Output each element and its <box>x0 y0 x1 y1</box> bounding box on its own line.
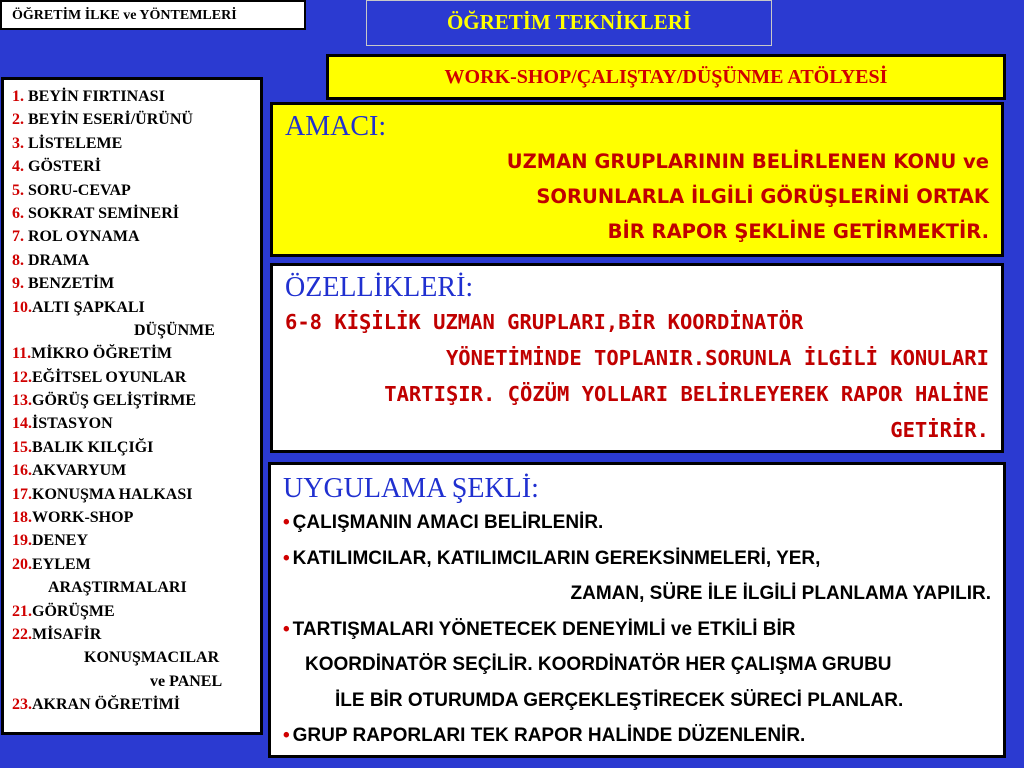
list-item: 10.ALTI ŞAPKALI <box>12 298 145 316</box>
list-item: 14.İSTASYON <box>12 415 113 433</box>
list-item: 17.KONUŞMA HALKASI <box>12 485 193 503</box>
list-item-continuation: KOORDİNATÖR SEÇİLİR. KOORDİNATÖR HER ÇALIŞMA GRUBU <box>305 654 892 675</box>
features-panel <box>270 263 1004 453</box>
list-item: 22.MİSAFİR <box>12 625 102 643</box>
bullet-icon: • <box>283 547 290 569</box>
list-item: 11.MİKRO ÖĞRETİM <box>12 345 173 363</box>
list-item: 8. DRAMA <box>12 251 90 269</box>
list-item-continuation: İLE BİR OTURUMDA GERÇEKLEŞTİRECEK SÜRECİ PLANLAR. <box>335 689 904 711</box>
list-item: 7. ROL OYNAMA <box>12 228 140 246</box>
method-heading: UYGULAMA ŞEKLİ: <box>283 473 539 504</box>
list-item: 2. BEYİN ESERİ/ÜRÜNÜ <box>12 111 193 129</box>
list-item-continuation: DÜŞÜNME <box>134 321 215 339</box>
features-text: 6-8 KİŞİLİK UZMAN GRUPLARI,BİR KOORDİNATÖR YÖNETİMİNDE TOPLANIR.SORUNLA İLGİLİ KONULARI TARTIŞIR. ÇÖZÜM YOLLARI BELİRLEYEREK RAPOR HALİNE GETİRİR. <box>285 310 989 442</box>
list-item: 23.AKRAN ÖĞRETİMİ <box>12 696 181 714</box>
purpose-text: UZMAN GRUPLARININ BELİRLENEN KONU ve SORUNLARLA İLGİLİ GÖRÜŞLERİNİ ORTAK BİR RAPOR ŞEKLİNE GETİRMEKTİR. <box>506 150 989 243</box>
list-item-continuation: ARAŞTIRMALARI <box>48 579 187 597</box>
corner-label: ÖĞRETİM İLKE ve YÖNTEMLERİ <box>0 0 306 30</box>
bullet-icon: • <box>283 725 290 746</box>
list-item: 20.EYLEM <box>12 555 91 573</box>
bullet-icon: • <box>283 618 290 640</box>
list-item: 1. BEYİN FIRTINASI <box>12 88 165 105</box>
list-item: 9. BENZETİM <box>12 275 115 293</box>
list-item: 18.WORK-SHOP <box>12 509 134 527</box>
list-item: 4. GÖSTERİ <box>12 158 101 176</box>
list-item-continuation: ZAMAN, SÜRE İLE İLGİLİ PLANLAMA YAPILIR. <box>570 583 991 604</box>
list-item: 19.DENEY <box>12 532 89 550</box>
list-item: • GRUP RAPORLARI TEK RAPOR HALİNDE DÜZENLENİR. <box>283 725 806 746</box>
list-item: 21.GÖRÜŞME <box>12 602 115 620</box>
list-item: • KATILIMCILAR, KATILIMCILARIN GEREKSİNMELERİ, YER, <box>283 547 821 569</box>
list-item: 13.GÖRÜŞ GELİŞTİRME <box>12 392 197 410</box>
list-item: 3. LİSTELEME <box>12 134 123 152</box>
list-item: 12.EĞİTSEL OYUNLAR <box>12 368 187 386</box>
subtitle-banner: WORK-SHOP/ÇALIŞTAY/DÜŞÜNME ATÖLYESİ <box>326 54 1006 100</box>
purpose-heading: AMACI: <box>285 111 387 142</box>
list-item: 16.AKVARYUM <box>12 462 127 480</box>
list-item: 5. SORU-CEVAP <box>12 181 131 199</box>
list-item-continuation: KONUŞMACILAR <box>84 649 220 667</box>
list-item: • ÇALIŞMANIN AMACI BELİRLENİR. <box>283 512 604 533</box>
list-item: • TARTIŞMALARI YÖNETECEK DENEYİMLİ ve ETKİLİ BİR <box>283 618 796 640</box>
page-title: ÖĞRETİM TEKNİKLERİ <box>366 0 772 46</box>
bullet-icon: • <box>283 512 290 533</box>
list-item: 6. SOKRAT SEMİNERİ <box>12 204 179 222</box>
purpose-panel <box>270 102 1004 257</box>
list-item: 15.BALIK KILÇIĞI <box>12 438 154 456</box>
list-item-continuation: ve PANEL <box>150 672 223 690</box>
method-list <box>283 505 991 754</box>
method-panel <box>268 462 1006 758</box>
techniques-list <box>1 77 263 735</box>
features-heading: ÖZELLİKLERİ: <box>285 272 474 303</box>
